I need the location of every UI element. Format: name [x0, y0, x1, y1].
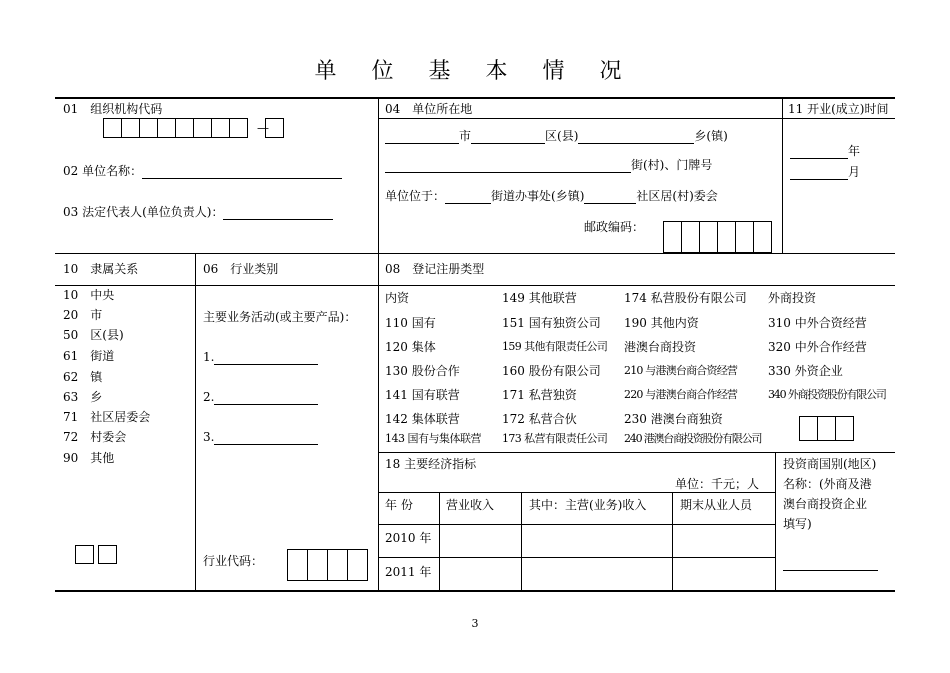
org-code-dash: — [257, 121, 269, 135]
town-field[interactable] [578, 131, 694, 144]
legal-rep-field[interactable] [223, 207, 333, 220]
activity-field-3[interactable] [214, 432, 318, 445]
industry-code-label: 行业代码： [203, 554, 264, 568]
page-title: 单 位 基 本 情 况 [314, 59, 636, 84]
list-item: 10 中央 [63, 288, 115, 302]
list-item: 172 私营合伙 [502, 412, 577, 426]
activity-item-1: 1. [203, 349, 318, 365]
economic-top-line [378, 452, 895, 453]
econ-cell-2011-revenue[interactable] [440, 558, 520, 589]
district-field[interactable] [471, 131, 545, 144]
list-item: 149 其他联营 [502, 291, 577, 305]
list-item: 120 集体 [385, 340, 436, 354]
org-code-check-box[interactable] [266, 118, 284, 138]
opening-time-divider [782, 97, 783, 253]
list-item: 330 外资企业 [768, 364, 843, 378]
unit-name-field[interactable] [142, 166, 342, 179]
list-item: 141 国有联营 [385, 388, 460, 402]
list-item: 240 港澳台商投资股份有限公司 [624, 432, 762, 445]
committee-field[interactable] [584, 191, 636, 204]
street-field[interactable] [385, 160, 631, 173]
list-item: 340 外商投资股份有限公司 [768, 388, 886, 401]
table-top-border [55, 97, 895, 99]
list-item: 72 村委会 [63, 430, 127, 444]
econ-row-year-2010: 2010 年 [385, 531, 432, 545]
activity-field-2[interactable] [214, 392, 318, 405]
econ-cell-2010-revenue[interactable] [440, 525, 520, 556]
list-item: 20 市 [63, 308, 103, 322]
month-field[interactable] [790, 167, 848, 180]
list-item: 50 区(县) [63, 328, 124, 342]
postal-code-boxes[interactable] [664, 221, 772, 253]
main-activity-label: 主要业务活动(或主要产品)： [203, 310, 357, 324]
legal-rep-label: 03 法定代表人(单位负责人)： [63, 204, 333, 220]
affiliation-code-boxes-2[interactable] [99, 545, 117, 564]
registration-code-boxes[interactable] [800, 416, 854, 441]
main-vertical-divider [378, 97, 379, 591]
registration-type-label: 08 登记注册类型 [385, 262, 485, 276]
location-label: 04 单位所在地 [385, 102, 473, 116]
econ-header-main-revenue: 其中：主营(业务)收入 [529, 498, 647, 512]
activity-field-1[interactable] [214, 352, 318, 365]
postal-code-label: 邮政编码： [584, 220, 645, 234]
list-item: 310 中外合资经营 [768, 316, 867, 330]
econ-cell-2011-employees[interactable] [673, 558, 774, 589]
econ-header-top [378, 492, 775, 493]
city-field[interactable] [385, 131, 459, 144]
affiliation-label: 10 隶属关系 [63, 262, 139, 276]
list-item: 173 私营有限责任公司 [502, 432, 608, 445]
opening-month: 月 [790, 164, 860, 180]
opening-time-label: 11 开业(成立)时间 [788, 102, 889, 116]
econ-header-revenue: 营业收入 [446, 498, 495, 512]
section-divider-2 [55, 285, 895, 286]
econ-cell-2010-employees[interactable] [673, 525, 774, 556]
list-item: 210 与港澳台商合资经营 [624, 364, 738, 377]
address-line-2: 街(村)、门牌号 [385, 157, 712, 173]
economic-unit: 单位：千元；人 [675, 477, 760, 491]
list-item: 151 国有独资公司 [502, 316, 601, 330]
list-item: 320 中外合作经营 [768, 340, 867, 354]
page-number: 3 [471, 617, 479, 630]
investor-divider [775, 452, 776, 590]
list-item: 159 其他有限责任公司 [502, 340, 608, 353]
list-item: 110 国有 [385, 316, 436, 330]
list-item: 71 社区居委会 [63, 410, 151, 424]
econ-header-year: 年 份 [385, 498, 413, 512]
list-item: 160 股份有限公司 [502, 364, 601, 378]
address-line-3: 单位位于： 街道办事处(乡镇) 社区居(村)委会 [385, 189, 718, 203]
header-row-divider [378, 118, 895, 119]
list-item: 171 私营独资 [502, 388, 577, 402]
section-divider-1 [55, 253, 895, 254]
list-item: 230 港澳台商独资 [624, 412, 723, 426]
activity-item-3: 3. [203, 429, 318, 445]
econ-cell-2011-main[interactable] [522, 558, 671, 589]
activity-item-2: 2. [203, 389, 318, 405]
opening-year: 年 [790, 143, 860, 159]
investor-country-field[interactable] [783, 570, 878, 571]
list-item: 90 其他 [63, 451, 115, 465]
list-item: 内资 [385, 291, 410, 305]
list-item: 港澳台商投资 [624, 340, 697, 354]
list-item: 174 私营股份有限公司 [624, 291, 747, 305]
list-item: 142 集体联营 [385, 412, 460, 426]
org-code-label: 01 组织机构代码 [63, 102, 163, 116]
industry-code-boxes[interactable] [288, 549, 368, 581]
list-item: 63 乡 [63, 390, 103, 404]
list-item: 130 股份合作 [385, 364, 460, 378]
econ-header-employees: 期末从业人员 [680, 498, 753, 512]
list-item: 外商投资 [768, 291, 817, 305]
address-line-1: 市 区(县) 乡(镇) [385, 128, 728, 144]
econ-row-year-2011: 2011 年 [385, 565, 432, 579]
org-code-boxes[interactable] [104, 118, 248, 138]
list-item: 190 其他内资 [624, 316, 699, 330]
list-item: 62 镇 [63, 370, 103, 384]
list-item: 143 国有与集体联营 [385, 432, 481, 445]
economic-indicators-label: 18 主要经济指标 [385, 457, 477, 471]
year-field[interactable] [790, 146, 848, 159]
affiliation-code-boxes[interactable] [76, 545, 94, 564]
industry-label: 06 行业类别 [203, 262, 279, 276]
list-item: 61 街道 [63, 349, 115, 363]
econ-cell-2010-main[interactable] [522, 525, 671, 556]
list-item: 220 与港澳台商合作经营 [624, 388, 738, 401]
unit-name-label: 02 单位名称： [63, 163, 342, 179]
affiliation-divider [195, 253, 196, 591]
table-bottom-border [55, 590, 895, 592]
subdistrict-field[interactable] [445, 191, 491, 204]
